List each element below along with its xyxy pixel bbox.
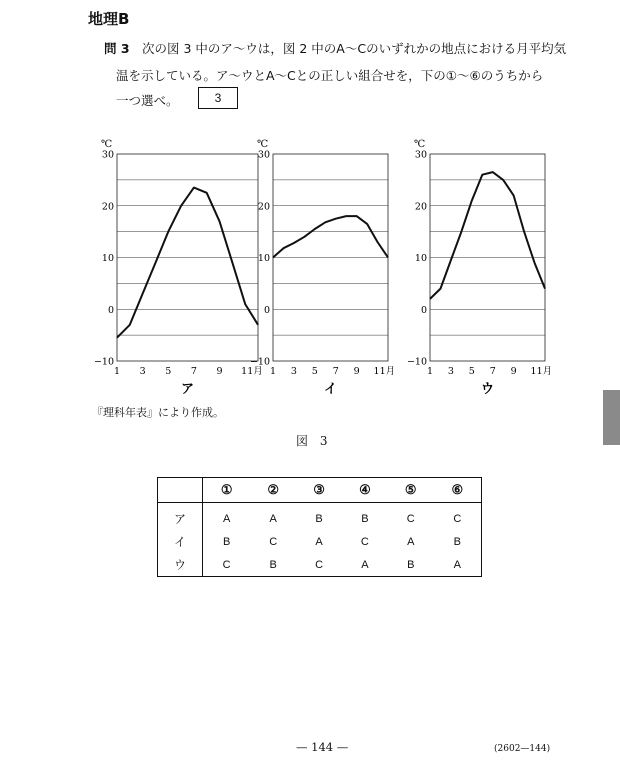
question-text-line-3: 一つ選べ。 [116, 93, 179, 108]
chart-3 [407, 139, 552, 397]
y-tick-label: 0 [107, 304, 114, 316]
temperature-line [430, 172, 545, 299]
x-tick-label: 3 [447, 366, 454, 377]
x-tick-label: 11月 [241, 366, 263, 377]
row-label: ウ [158, 553, 203, 577]
unit-label: ℃ [257, 139, 269, 150]
y-tick-label: 20 [101, 201, 114, 213]
page-edge-tab [603, 390, 620, 445]
table-cell: C [453, 512, 462, 525]
question-text-line-1: 次の図 3 中のア～ウは，図 2 中のA～Cのいずれかの地点における月平均気 [142, 41, 567, 56]
table-cell: A [407, 535, 415, 548]
row-label: イ [158, 530, 203, 553]
y-tick-label: 10 [101, 253, 114, 264]
x-tick-label: 11月 [373, 366, 396, 377]
temperature-line [117, 188, 258, 338]
table-cell: C [269, 535, 278, 548]
table-row [158, 553, 482, 577]
y-tick-label: 10 [414, 253, 427, 264]
x-tick-label: 7 [489, 366, 496, 377]
table-cell: A [222, 512, 231, 525]
table-cell: C [360, 535, 369, 548]
table-cell: A [269, 512, 277, 525]
y-tick-label: 30 [101, 149, 114, 161]
x-tick-label: 9 [353, 366, 360, 377]
y-tick-label: 10 [257, 253, 270, 264]
x-tick-label: 3 [290, 366, 297, 377]
table-row [158, 530, 482, 553]
answer-combination-table [157, 477, 482, 577]
x-tick-label: 1 [426, 366, 434, 377]
table-cell: C [406, 512, 415, 525]
chart-name-label: ア [180, 382, 195, 397]
table-cell: A [361, 558, 369, 571]
question-text-line-2: 温を示している。ア～ウとA～Cとの正しい組合せを，下の①～⑥のうちから [116, 68, 544, 83]
table-cell: C [315, 558, 324, 571]
figure-label: 図 3 [296, 434, 332, 448]
table-cell: B [453, 535, 461, 548]
figure-source: 『理科年表』により作成。 [92, 406, 224, 419]
table-cell: A [453, 558, 461, 571]
x-tick-label: 1 [269, 366, 277, 377]
y-tick-label: −10 [249, 356, 270, 368]
answer-number-box[interactable]: 3 [198, 87, 238, 109]
x-tick-label: 5 [165, 366, 172, 377]
option-6-header: ⑥ [434, 478, 482, 503]
table-cell: B [407, 558, 415, 571]
option-1-header: ① [203, 478, 251, 503]
y-tick-label: 0 [420, 304, 427, 316]
x-tick-label: 1 [113, 366, 121, 377]
table-cell: C [222, 558, 231, 571]
x-tick-label: 11月 [530, 366, 553, 377]
y-tick-label: 20 [257, 201, 270, 213]
chart-name-label: イ [323, 382, 338, 397]
table-cell: B [361, 512, 369, 525]
question-number: 問 3 [104, 41, 130, 56]
option-4-header: ④ [342, 478, 388, 503]
x-tick-label: 9 [216, 366, 223, 377]
unit-label: ℃ [414, 139, 426, 150]
x-tick-label: 5 [311, 366, 318, 377]
option-3-header: ③ [296, 478, 342, 503]
y-tick-label: −10 [406, 356, 427, 368]
y-tick-label: 30 [257, 149, 270, 161]
y-tick-label: 0 [263, 304, 270, 316]
table-cell: B [269, 558, 277, 571]
table-corner [158, 478, 203, 503]
exam-code: (2602—144) [494, 744, 551, 754]
x-tick-label: 3 [139, 366, 146, 377]
chart-2 [250, 139, 395, 397]
chart-1 [94, 139, 263, 397]
table-cell: B [315, 512, 323, 525]
x-tick-label: 5 [468, 366, 475, 377]
y-tick-label: 30 [414, 149, 427, 161]
y-tick-label: 20 [414, 201, 427, 213]
table-row [158, 503, 482, 531]
x-tick-label: 7 [190, 366, 197, 377]
x-tick-label: 7 [332, 366, 339, 377]
option-2-header: ② [250, 478, 296, 503]
option-5-header: ⑤ [388, 478, 434, 503]
unit-label: ℃ [101, 139, 113, 150]
y-tick-label: −10 [93, 356, 114, 368]
temperature-line [273, 216, 388, 257]
subject-heading: 地理B [88, 10, 130, 28]
row-label: ア [158, 503, 203, 531]
x-tick-label: 9 [510, 366, 517, 377]
table-cell: A [315, 535, 323, 548]
page-number: — 144 — [296, 740, 349, 754]
table-cell: B [222, 535, 231, 548]
chart-name-label: ウ [480, 382, 495, 397]
